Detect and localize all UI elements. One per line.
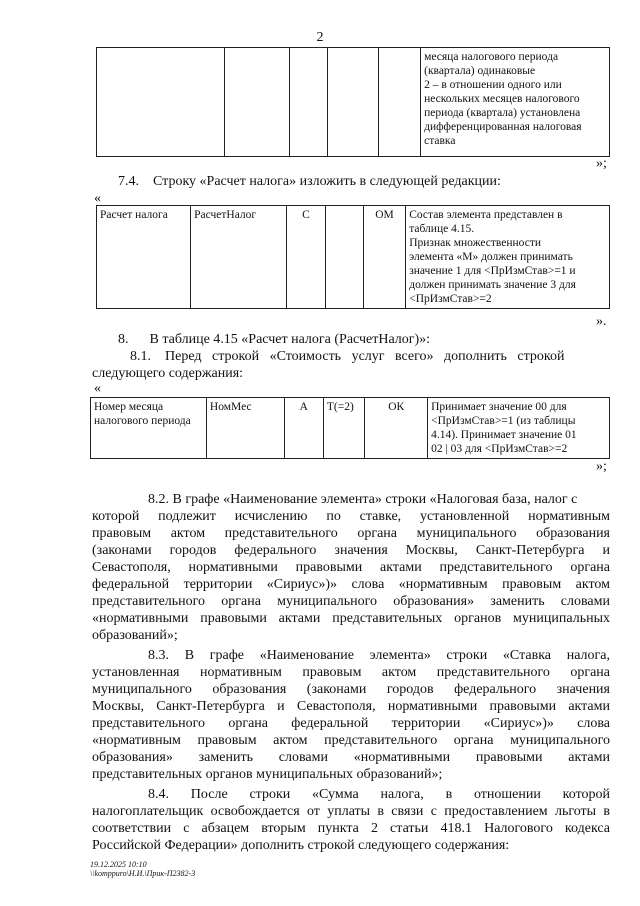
footer-file-path: \\komppuro\Н.И.\Прик-П2382-3 — [90, 869, 196, 878]
paragraph-8-2: 8.2. В графе «Наименование элемента» строки «Налоговая база, налог с которой подлежит исчислению по ставке, установленной нормативным правовым актом представительного органа муниципального образования (законами городов федерального значения Москвы, Санкт-Петербурга и Севастополя, нормативными правовыми актами представительного органа федеральной территории «Сириус»)» слова «нормативным правовым актом представительного органа муниципального образования» заменить словами «нормативными правовыми актами представительных органов муниципальных образований»; — [92, 492, 610, 643]
opening-quote: « — [94, 381, 101, 396]
item-8-1-line1: 8.1. Перед строкой «Стоимость услуг всего» дополнить строкой — [130, 349, 565, 364]
table-row — [97, 48, 610, 157]
footer-date: 19.12.2025 10:10 — [90, 860, 147, 869]
item-7-4: 7.4. Строку «Расчет налога» изложить в следующей редакции: — [118, 174, 501, 189]
table-nom-mes — [90, 397, 610, 459]
table-row: Номер месяца налогового периода НомМес А T(=2) ОК Принимает значение 00 для <ПрИзмСтав>=1 (из таблицы 4.14). Принимает значение 01 02 | 03 для <ПрИзмСтав>=2 — [91, 398, 610, 459]
page-number: 2 — [316, 30, 324, 45]
table-continuation — [96, 47, 610, 157]
table-row: Расчет налога РасчетНалог С ОМ Состав элемента представлен в таблице 4.15. Признак множественности элемента «М» должен принимать значение 1 для <ПрИзмСтав>=1 и должен принимать значение 3 для <ПрИзмСтав>=2 — [97, 206, 610, 309]
closing-quote: »; — [596, 156, 607, 171]
item-8-1-line2: следующего содержания: — [92, 366, 244, 381]
closing-quote: »; — [596, 459, 607, 474]
table-cell-description: Принимает значение 00 для <ПрИзмСтав>=1 (из таблицы 4.14). Принимает значение 01 02 | 03 для <ПрИзмСтав>=2 — [428, 398, 610, 459]
item-8: 8. В таблице 4.15 «Расчет налога (РасчетНалог)»: — [118, 332, 431, 347]
opening-quote: « — [94, 191, 101, 206]
paragraph-8-3: 8.3. В графе «Наименование элемента» строки «Ставка налога, установленная нормативным правовым актом представительного органа муниципального образования (законами городов федерального значения Москвы, Санкт-Петербурга и Севастополя, нормативными правовыми актами представительного органа федеральной территории «Сириус»)» слова «нормативным правовым актом представительного органа муниципального образования» заменить словами «нормативными правовыми актами представительных органов муниципальных образований»; — [92, 648, 610, 782]
table-cell-description: месяца налогового периода (квартала) одинаковые 2 – в отношении одного или нескольких месяцев налогового периода (квартала) установлена дифференцированная налоговая ставка — [421, 48, 610, 157]
table-cell-description: Состав элемента представлен в таблице 4.15. Признак множественности элемента «М» должен принимать значение 1 для <ПрИзмСтав>=1 и должен принимать значение 3 для <ПрИзмСтав>=2 — [406, 206, 610, 309]
paragraph-8-4: 8.4. После строки «Сумма налога, в отношении которой налогоплательщик освобождается от уплаты в связи с предоставлением льготы в соответствии с абзацем вторым пункта 2 статьи 418.1 Налогового кодекса Российской Федерации» дополнить строкой следующего содержания: — [92, 787, 610, 853]
table-raschet-naloga — [96, 205, 610, 309]
closing-quote: ». — [596, 314, 607, 329]
